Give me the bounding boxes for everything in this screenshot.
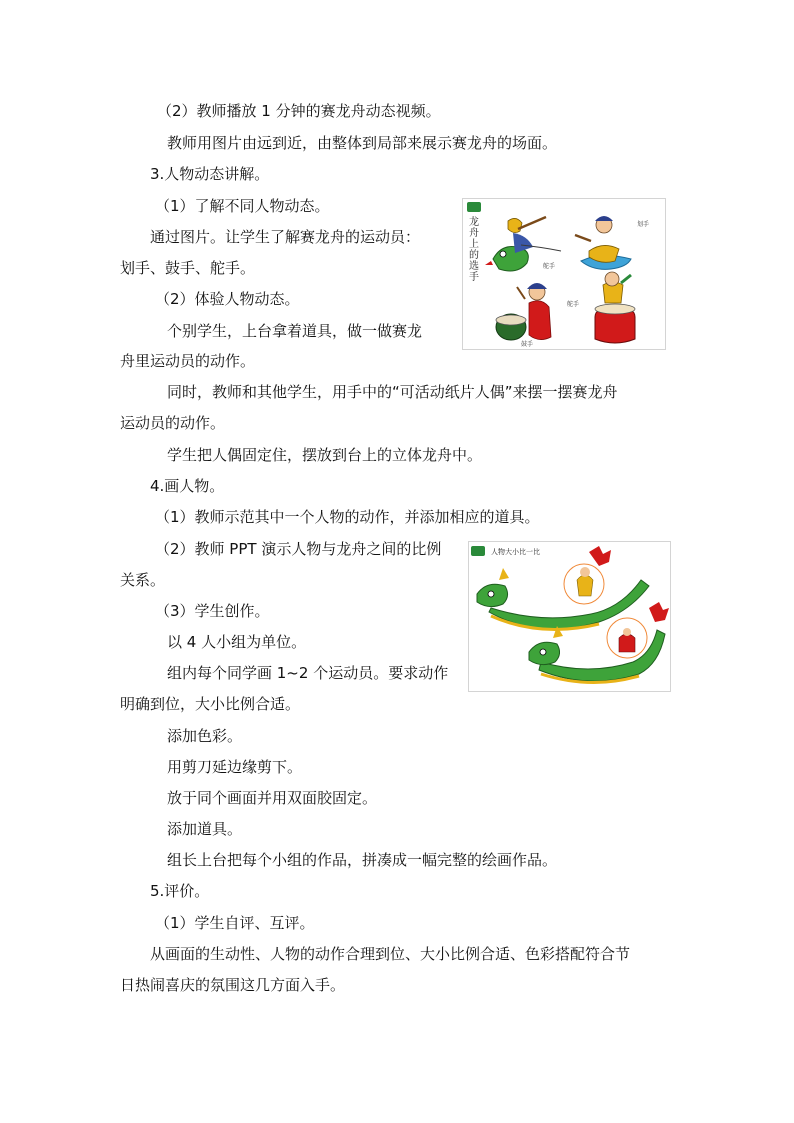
text-line: （3）学生创作。 [155,602,270,620]
text-line: 日热闹喜庆的氛围这几方面入手。 [120,976,346,994]
athletes-figure [462,198,666,350]
text-line: 组长上台把每个小组的作品，拼凑成一幅完整的绘画作品。 [167,851,558,869]
rower-waves-icon [575,216,631,269]
athlete-label: 舵手 [543,263,556,270]
text-line: 组内每个同学画 1~2 个运动员。要求动作 [167,664,449,682]
text-line: 划手、鼓手、舵手。 [120,259,256,277]
text-line: 关系。 [120,571,166,589]
text-line: （2）体验人物动态。 [155,290,300,308]
big-drum-icon [595,272,635,343]
text-line: 从画面的生动性、人物的动作合理到位、大小比例合适、色彩搭配符合节 [150,945,631,963]
size-comparison-figure [468,541,671,692]
text-line: 以 4 人小组为单位。 [167,633,307,651]
dragon-boat-icon [477,546,649,629]
text-line: 运动员的动作。 [120,414,226,432]
text-line: 放于同个画面并用双面胶固定。 [167,789,378,807]
text-line: 5.评价。 [150,882,210,900]
text-line: 3.人物动态讲解。 [150,165,270,183]
text-line: （1）了解不同人物动态。 [155,197,330,215]
text-line: 添加道具。 [167,820,243,838]
text-line: （1）学生自评、互评。 [155,914,315,932]
dragon-boats-illustration [469,542,670,691]
text-line: 4.画人物。 [150,477,225,495]
text-line: 个别学生，上台拿着道具，做一做赛龙 [167,322,423,340]
text-line: （2）教师 PPT 演示人物与龙舟之间的比例 [155,540,442,558]
athlete-label: 划手 [637,221,650,228]
athlete-label: 舵手 [567,301,580,308]
drummer-icon [496,283,551,340]
text-line: 明确到位，大小比例合适。 [120,695,301,713]
athletes-illustration [463,199,665,349]
text-line: 同时，教师和其他学生，用手中的“可活动纸片人偶”来摆一摆赛龙舟 [167,383,618,401]
figure-title: 人物大小比一比 [491,548,540,556]
text-line: （1）教师示范其中一个人物的动作，并添加相应的道具。 [155,508,540,526]
text-line: 通过图片。让学生了解赛龙舟的运动员： [150,228,421,246]
figure-title: 龙舟上的选手 [469,217,479,283]
text-line: 学生把人偶固定住，摆放到台上的立体龙舟中。 [167,446,483,464]
text-line: 教师用图片由远到近，由整体到局部来展示赛龙舟的场面。 [167,134,558,152]
text-line: 舟里运动员的动作。 [120,352,256,370]
text-line: 用剪刀延边缘剪下。 [167,758,303,776]
text-line: （2）教师播放 1 分钟的赛龙舟动态视频。 [157,102,441,120]
athlete-label: 鼓手 [521,341,534,348]
text-line: 添加色彩。 [167,727,243,745]
